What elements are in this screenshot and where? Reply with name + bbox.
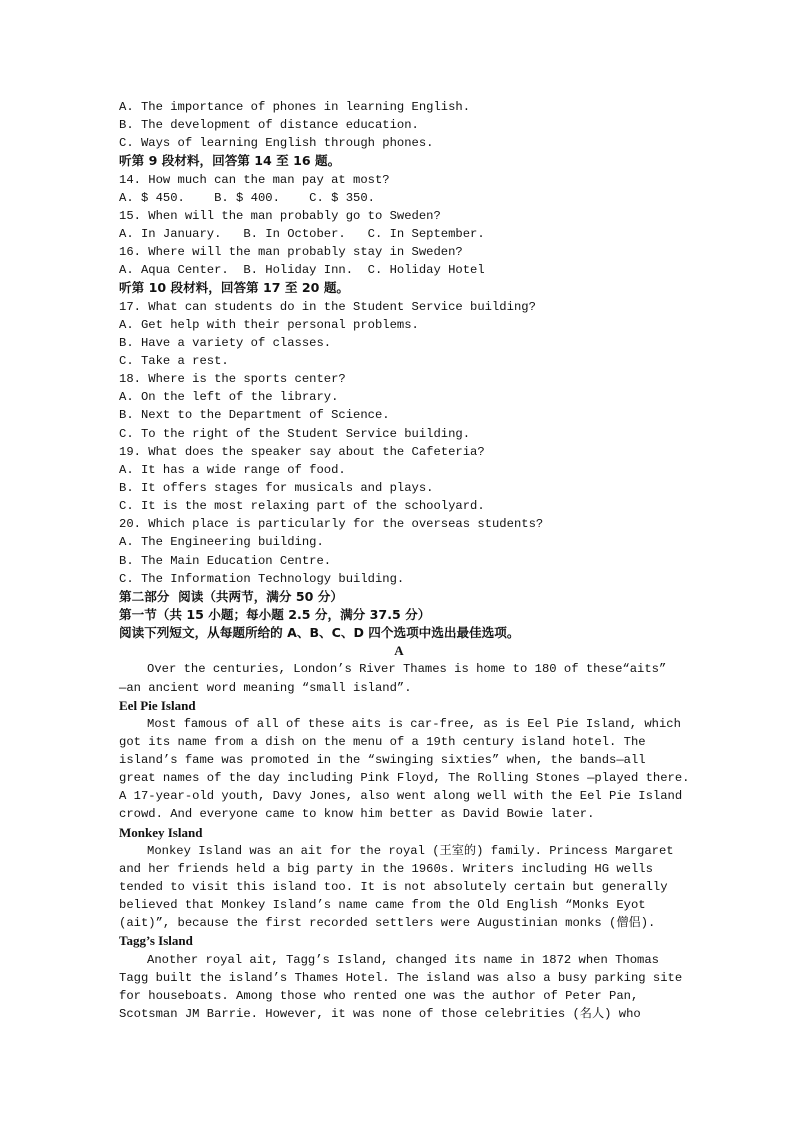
question-line: 14. How much can the man pay at most?	[119, 172, 390, 187]
option-line: A. $ 450. B. $ 400. C. $ 350.	[119, 190, 375, 205]
passage-line: island’s fame was promoted in the “swinging sixties” when, the bands—all	[119, 753, 646, 768]
exam-page	[119, 98, 690, 1023]
option-line: A. In January. B. In October. C. In September.	[119, 226, 485, 241]
option-line: C. Take a rest.	[119, 353, 229, 368]
passage-line: A 17-year-old youth, Davy Jones, also went along well with the Eel Pie Island	[119, 789, 683, 804]
option-line: B. The development of distance education.	[119, 118, 419, 133]
option-line: B. Next to the Department of Science.	[119, 408, 390, 423]
option-line: A. The importance of phones in learning English.	[119, 100, 471, 114]
passage-line: Another royal ait, Tagg’s Island, changed its name in 1872 when Thomas	[147, 952, 659, 967]
option-line: B. Have a variety of classes.	[119, 335, 332, 350]
passage-line: Scotsman JM Barrie. However, it was none of those celebrities (名人) who	[119, 1007, 641, 1022]
passage-line: crowd. And everyone came to know him better as David Bowie later.	[119, 807, 595, 822]
eel-pie-heading: Eel Pie Island	[119, 697, 196, 713]
question-line: 17. What can students do in the Student Service building?	[119, 299, 536, 314]
passage-line: tended to visit this island too. It is not absolutely certain but generally	[119, 880, 668, 895]
passage-line: and her friends held a big party in the 1960s. Writers including HG wells	[119, 861, 653, 876]
question-line: 18. Where is the sports center?	[119, 372, 346, 387]
question-line: 20. Which place is particularly for the overseas students?	[119, 517, 544, 532]
passage-line: (ait)”, because the first recorded settlers were Augustinian monks (僧侣).	[119, 916, 656, 931]
reading-instruction: 阅读下列短文，从每题所给的 A、B、C、D 四个选项中选出最佳选项。	[119, 625, 520, 641]
passage-line: got its name from a dish on the menu of a 19th century island hotel. The	[119, 734, 646, 749]
option-line: B. The Main Education Centre.	[119, 553, 332, 568]
passage-line: believed that Monkey Island’s name came from the Old English “Monks Eyot	[119, 898, 646, 913]
option-line: C. To the right of the Student Service building.	[119, 426, 471, 441]
option-line: A. The Engineering building.	[119, 535, 324, 550]
passage-line: great names of the day including Pink Floyd, The Rolling Stones —played there.	[119, 771, 690, 786]
passage-line: Monkey Island was an ait for the royal (王室的) family. Princess Margaret	[147, 843, 674, 858]
option-line: C. It is the most relaxing part of the schoolyard.	[119, 499, 485, 514]
section9-header: 听第 9 段材料，回答第 14 至 16 题。	[119, 153, 341, 169]
monkey-island-heading: Monkey Island	[119, 824, 203, 840]
option-line: B. It offers stages for musicals and plays.	[119, 480, 434, 495]
question-line: 16. Where will the man probably stay in Sweden?	[119, 245, 463, 260]
part2-title: 第二部分 阅读（共两节，满分 50 分）	[119, 588, 343, 604]
option-line: A. On the left of the library.	[119, 390, 339, 405]
section10-header: 听第 10 段材料，回答第 17 至 20 题。	[119, 280, 350, 296]
question-line: 15. When will the man probably go to Sweden?	[119, 208, 441, 223]
question-line: 19. What does the speaker say about the Cafeteria?	[119, 444, 485, 459]
taggs-island-heading: Tagg’s Island	[119, 933, 193, 949]
section1-title: 第一节（共 15 小题；每小题 2.5 分，满分 37.5 分）	[119, 606, 431, 622]
passage-line: Over the centuries, London’s River Thames is home to 180 of these“aits”	[147, 662, 667, 677]
passage-line: Most famous of all of these aits is car-free, as is Eel Pie Island, which	[147, 716, 681, 731]
option-line: C. Ways of learning English through phones.	[119, 136, 434, 151]
option-line: A. It has a wide range of food.	[119, 462, 346, 477]
option-line: A. Get help with their personal problems.	[119, 317, 419, 332]
passage-line: —an ancient word meaning “small island”.	[119, 680, 412, 695]
passage-label: A	[394, 643, 404, 659]
passage-line: for houseboats. Among those who rented one was the author of Peter Pan,	[119, 988, 639, 1003]
option-line: A. Aqua Center. B. Holiday Inn. C. Holiday Hotel	[119, 263, 485, 278]
passage-line: Tagg built the island’s Thames Hotel. The island was also a busy parking site	[119, 970, 683, 985]
option-line: C. The Information Technology building.	[119, 571, 405, 586]
